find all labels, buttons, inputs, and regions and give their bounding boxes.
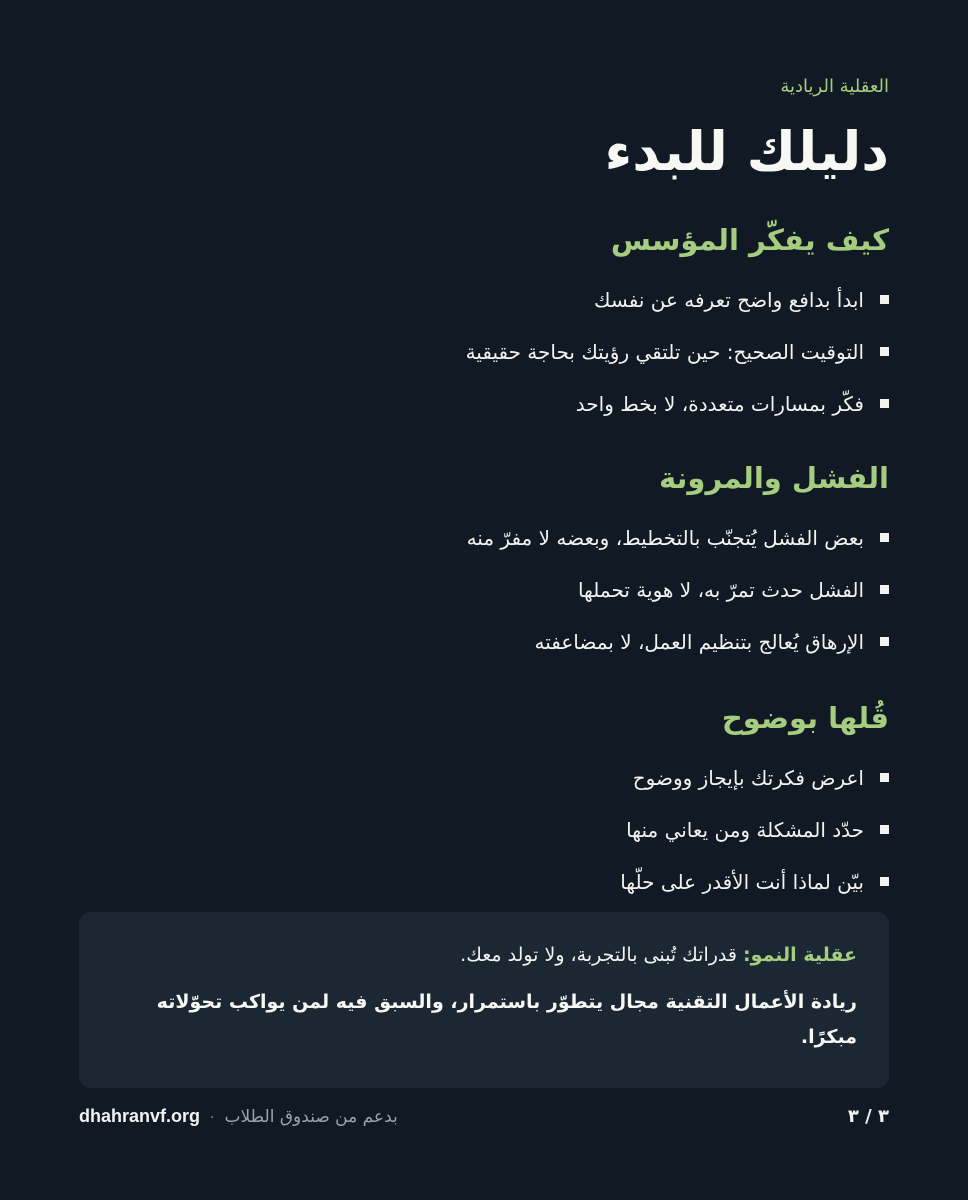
footer	[79, 1106, 889, 1136]
list-item-text: بعض الفشل يُتجنّب بالتخطيط، وبعضه لا مفرّ منه	[466, 525, 864, 550]
website-link[interactable]: dhahranvf.org	[79, 1106, 201, 1126]
list-item	[79, 326, 889, 378]
page	[79, 0, 889, 1200]
square-bullet-icon	[880, 533, 889, 542]
callout-label: عقلية النمو:	[743, 944, 857, 966]
bullet-list	[79, 752, 889, 908]
square-bullet-icon	[880, 773, 889, 782]
section-heading: كيف يفكّر المؤسس	[610, 223, 889, 257]
list-item-text: الإرهاق يُعالج بتنظيم العمل، لا بمضاعفته	[534, 629, 864, 654]
section-say-it-clearly	[79, 700, 889, 908]
page-number: ٣ / ٣	[847, 1106, 889, 1127]
list-item	[79, 616, 889, 668]
list-item	[79, 804, 889, 856]
callout-line	[111, 942, 857, 969]
footer-credit	[79, 1106, 398, 1127]
list-item-text: حدّد المشكلة ومن يعاني منها	[626, 817, 864, 842]
separator-dot: ·	[210, 1110, 215, 1126]
list-item-text: اعرض فكرتك بإيجاز ووضوح	[632, 765, 864, 790]
support-text: بدعم من صندوق الطلاب	[224, 1107, 398, 1127]
square-bullet-icon	[880, 347, 889, 356]
list-item	[79, 512, 889, 564]
kicker-label: العقلية الريادية	[780, 76, 889, 97]
section-heading: قُلها بوضوح	[721, 701, 889, 735]
square-bullet-icon	[880, 877, 889, 886]
list-item-text: التوقيت الصحيح: حين تلتقي رؤيتك بحاجة حقيقية	[465, 339, 864, 364]
list-item-text: ابدأ بدافع واضح تعرفه عن نفسك	[594, 287, 864, 312]
square-bullet-icon	[880, 825, 889, 834]
bullet-list	[79, 274, 889, 430]
list-item-text: الفشل حدث تمرّ به، لا هوية تحملها	[577, 577, 864, 602]
list-item-text: فكّر بمسارات متعددة، لا بخط واحد	[575, 391, 864, 416]
square-bullet-icon	[880, 585, 889, 594]
bullet-list	[79, 512, 889, 668]
list-item	[79, 856, 889, 908]
growth-mindset-callout	[79, 912, 889, 1088]
callout-text: قدراتك تُبنى بالتجربة، ولا تولد معك.	[460, 944, 737, 966]
list-item-text: بيّن لماذا أنت الأقدر على حلّها	[620, 869, 864, 894]
list-item	[79, 378, 889, 430]
list-item	[79, 752, 889, 804]
square-bullet-icon	[880, 637, 889, 646]
section-heading: الفشل والمرونة	[658, 461, 889, 495]
list-item	[79, 564, 889, 616]
list-item	[79, 274, 889, 326]
square-bullet-icon	[880, 295, 889, 304]
section-failure-resilience	[79, 460, 889, 668]
section-founder-thinking	[79, 222, 889, 430]
page-title: دليلك للبدء	[604, 120, 889, 183]
callout-emphasis: ريادة الأعمال التقنية مجال يتطوّر باستمرار، والسبق فيه لمن يواكب تحوّلاته مبكرًا.	[156, 990, 857, 1048]
square-bullet-icon	[880, 399, 889, 408]
